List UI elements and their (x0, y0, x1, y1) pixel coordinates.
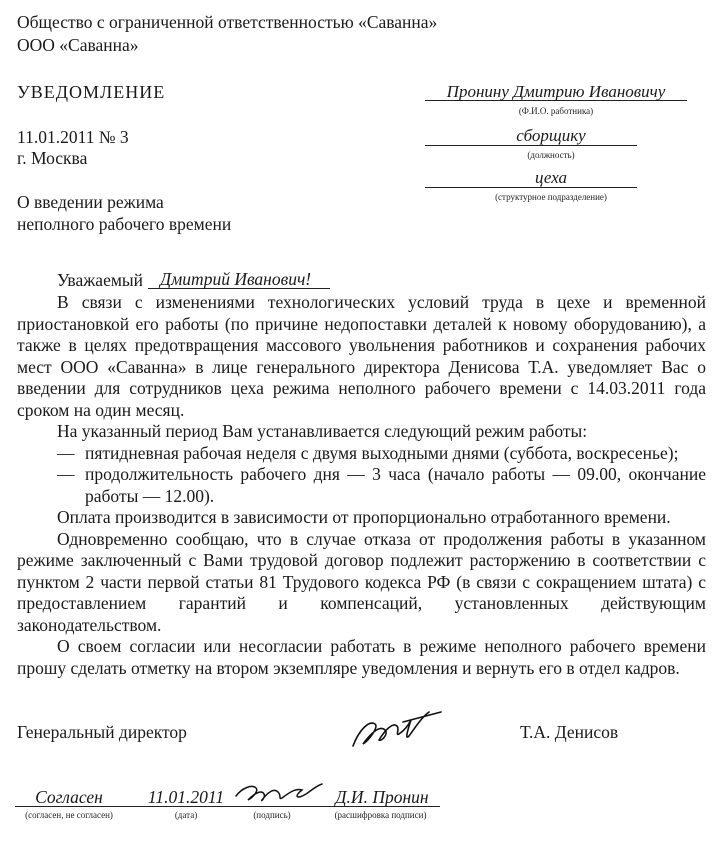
addressee-name: Пронину Дмитрию Ивановичу (446, 82, 666, 101)
addressee-name-caption: (Ф.И.О. работника) (518, 106, 594, 116)
consent-value: Согласен (35, 787, 103, 807)
acknowledgement-name: Д.И. Пронин (335, 787, 429, 807)
bullet-mark: — (57, 464, 75, 484)
acknowledgement-date: 11.01.2011 (147, 787, 225, 807)
body-paragraph-3: Оплата производится в зависимости от пропорционально отработанного времени. (57, 507, 671, 527)
body-paragraph-2: На указанный период Вам устанавливается следующий режим работы: (57, 421, 588, 441)
subject-line-1: О введении режима (17, 192, 164, 212)
document-type: УВЕДОМЛЕНИЕ (17, 82, 166, 102)
addressee-department: цеха (534, 168, 568, 187)
addressee-department-caption: (структурное подразделение) (495, 192, 607, 202)
bullet-1-text: пятидневная рабочая неделя с двумя выходными днями (суббота, воскресенье); (85, 442, 679, 463)
signatory-name: Т.А. Денисов (520, 722, 619, 742)
body-paragraph-4: Одновременно сообщаю, что в случае отказа от продолжения работы в указанном режиме заключенный с Вами трудовой договор подлежит расторжению в соответствии с пунктом 2 части первой статьи 81 Трудового кодекса РФ (в связи с сокращением штата) с предоставлением гарантий и компенсаций, установленных действующим законодательством. (17, 528, 706, 635)
body-paragraph-5: О своем согласии или несогласии работать в режиме неполного рабочего времени прошу сделать отметку на втором экземпляре уведомления и вернуть его в отдел кадров. (17, 636, 706, 678)
body-bullet-1 (17, 443, 706, 465)
addressee-position: сборщику (516, 126, 586, 145)
subject-line-2: неполного рабочего времени (17, 214, 232, 234)
consent-caption: (согласен, не согласен) (25, 810, 113, 820)
document-city: г. Москва (17, 148, 88, 168)
body-bullet-2 (17, 464, 706, 507)
employee-signature-image (226, 774, 326, 810)
bullet-2-text: продолжительность рабочего дня — 3 часа (начало работы — 09.00, окончание работы — 12.00). (85, 464, 706, 506)
greeting-prefix: Уважаемый (57, 270, 144, 290)
acknowledgement-date-caption: (дата) (174, 810, 198, 820)
org-short-name: ООО «Саванна» (17, 35, 139, 55)
signature-caption: (подпись) (253, 810, 291, 820)
body-paragraph-1: В связи с изменениями технологических условий труда в цехе и временной приостановкой его работы (по причине недопоставки деталей к новому оборудованию), а также в целях предотвращения массового увольнения работников и сохранения рабочих мест ООО «Саванна» в лице генерального директора Денисова Т.А. уведомляет Вас о введении для сотрудников цеха режима неполного рабочего времени с 14.03.2011 года сроком на один месяц. (17, 292, 706, 420)
signatory-title: Генеральный директор (17, 722, 187, 742)
letter-body (17, 292, 706, 679)
org-full-name: Общество с ограниченной ответственностью «Саванна» (17, 12, 438, 32)
acknowledgement-name-caption: (расшифровка подписи) (334, 810, 427, 820)
document-date-number: 11.01.2011 № 3 (17, 127, 129, 147)
director-signature-image (345, 700, 445, 756)
greeting-name: Дмитрий Иванович! (160, 269, 312, 289)
addressee-position-caption: (должность) (527, 150, 575, 160)
bullet-mark: — (57, 442, 75, 463)
